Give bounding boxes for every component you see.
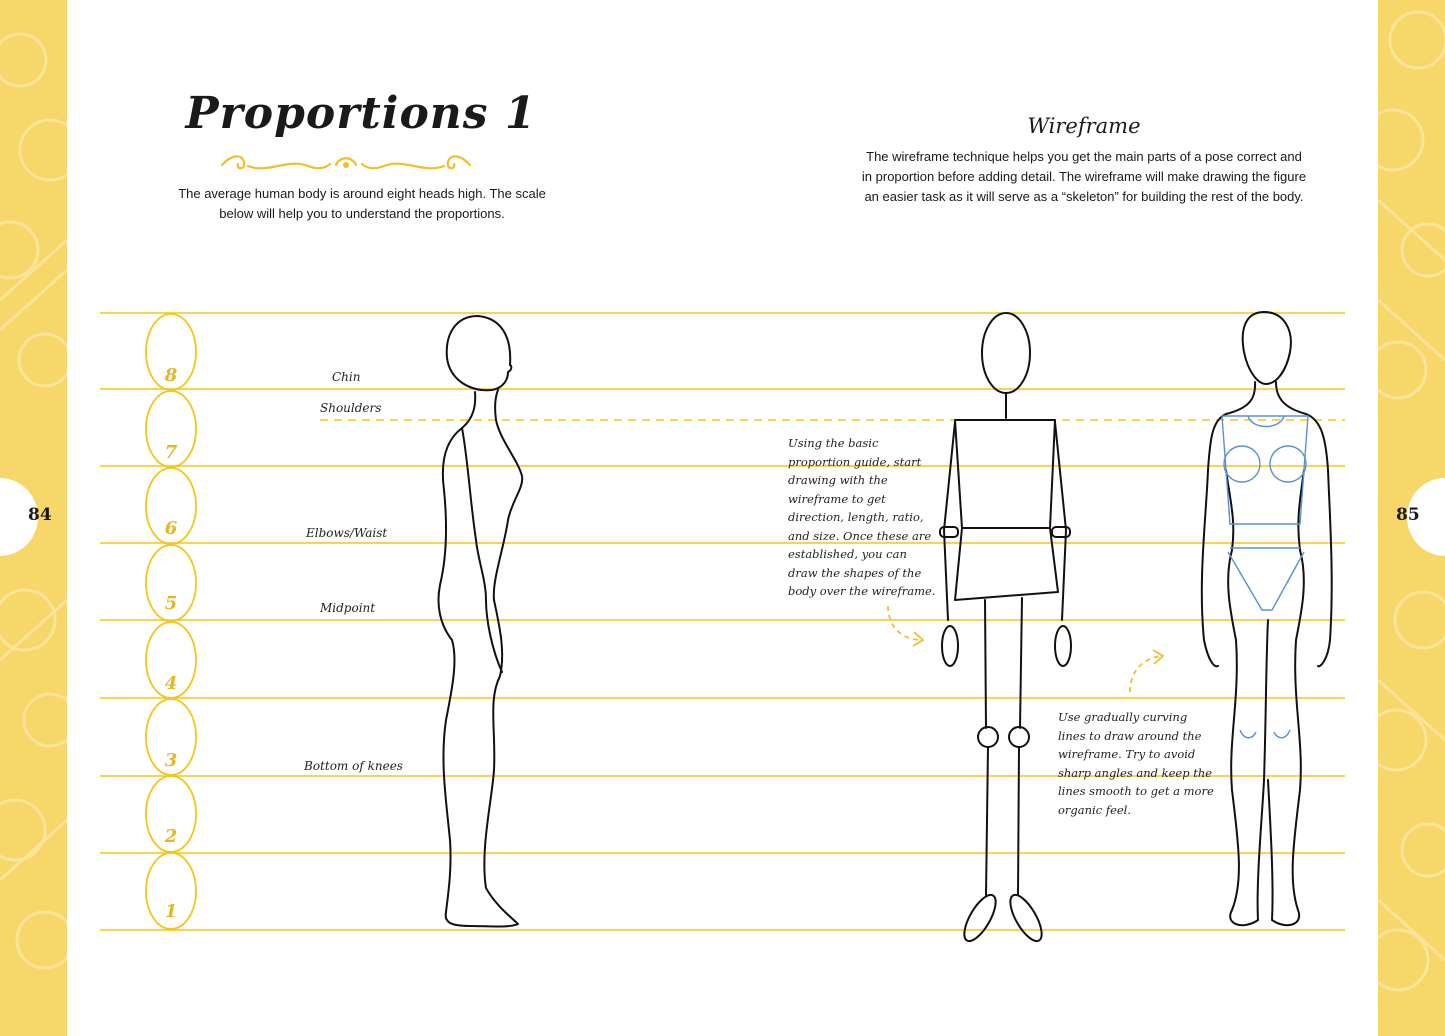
head-unit-number: 7 [164,442,178,463]
head-unit-number: 3 [164,750,178,771]
wireframe-description: The wireframe technique helps you get the main parts of a pose correct and in proportion before adding detail. The wireframe will make drawing the figure an easier task as it will serve as a “skeleton” for building the rest of the body. [861,149,1307,204]
page-title: Proportions 1 [185,88,537,139]
side-view-figure-icon [439,316,523,927]
wireframe-figure-icon [940,313,1071,946]
head-unit-number: 5 [164,593,178,614]
dashed-curved-arrow-icon [888,606,1162,692]
label-midpoint: Midpoint [320,601,376,615]
wireframe-heading: Wireframe [1027,114,1141,138]
page-number-left: 84 [28,505,52,525]
head-unit-number: 1 [164,901,178,922]
label-bottom-of-knees: Bottom of knees [304,759,403,773]
head-unit-number: 2 [164,826,178,847]
head-unit-number: 4 [164,673,178,694]
head-unit-number: 8 [164,365,178,386]
curves-note: Use gradually curving lines to draw around the wireframe. Try to avoid sharp angles and keep the lines smooth to get a more organic feel. [1058,710,1214,817]
page-number-right: 85 [1396,505,1420,525]
label-elbows-waist: Elbows/Waist [306,526,388,540]
arrow-head-icon [913,632,1163,664]
intro-paragraph: The average human body is around eight heads high. The scale below will help you to understand the proportions. [178,186,546,221]
head-unit-number: 6 [164,518,178,539]
label-shoulders: Shoulders [320,401,382,415]
label-chin: Chin [332,370,361,384]
front-view-figure-icon [1202,312,1332,925]
wireframe-note: Using the basic proportion guide, start drawing with the wireframe to get direction, length, ratio, and size. Once these are established, you can draw the shapes of the body over the wireframe. [788,436,936,598]
